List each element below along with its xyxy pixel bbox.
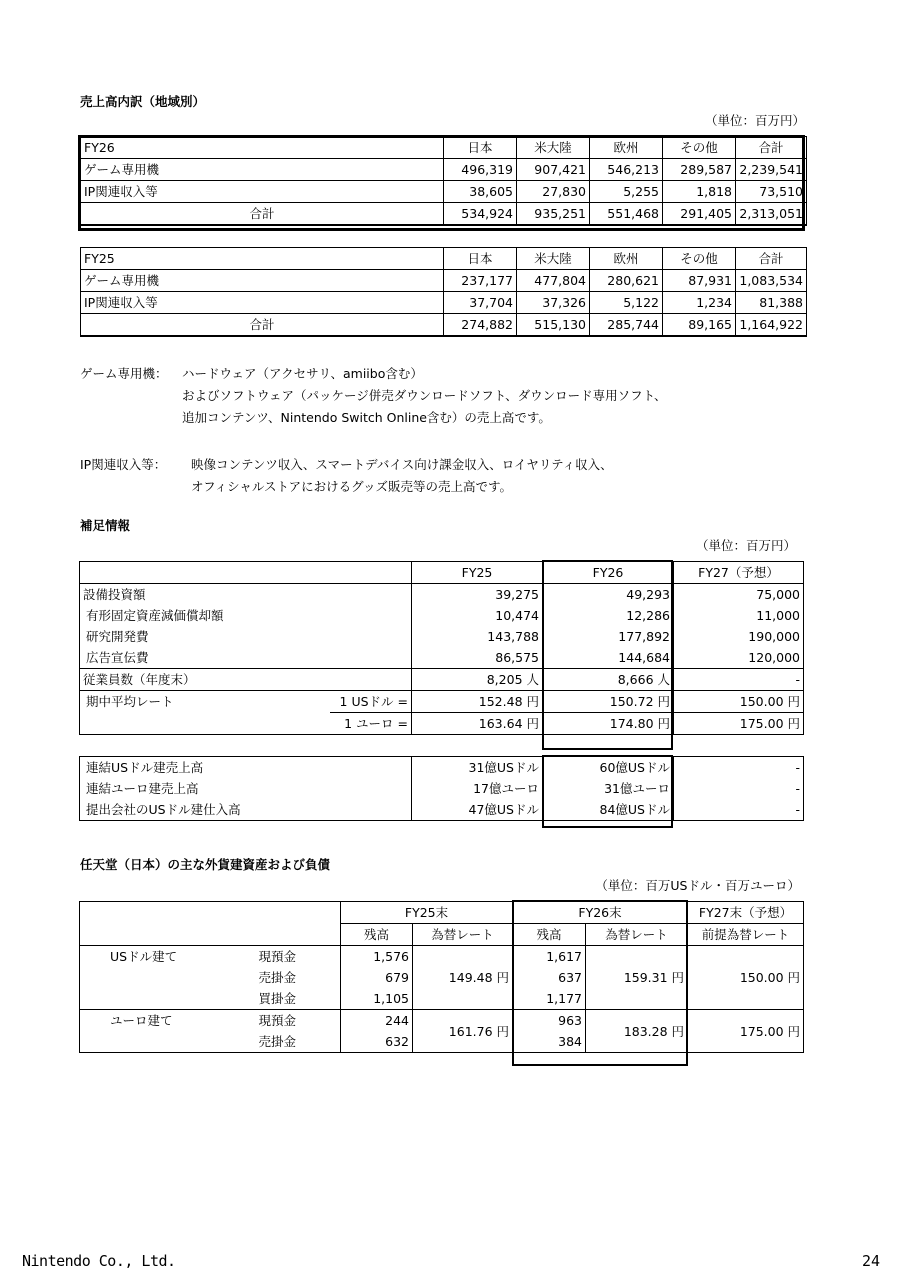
col-header: FY25末 (341, 902, 513, 924)
table-row (80, 626, 804, 647)
blank-cell (80, 562, 412, 584)
cell-value: 174.80 円 (543, 713, 674, 735)
cell-value: 637 (513, 967, 586, 988)
cell-value: 5,122 (590, 292, 663, 314)
cell-value: 515,130 (517, 314, 590, 337)
cell-value: 2,313,051 (736, 203, 807, 226)
item-name: 売掛金 (258, 970, 297, 985)
cell-value: 963 (513, 1010, 586, 1032)
cell-value: 12,286 (543, 605, 674, 626)
table-row (80, 778, 804, 799)
cell-value: 143,788 (412, 626, 543, 647)
cell-value: 86,575 (412, 647, 543, 669)
supp-header-row (80, 562, 804, 584)
rate-row (80, 691, 804, 713)
cell-value: 384 (513, 1031, 586, 1053)
region-header: 欧州 (590, 137, 663, 159)
sales-unit-label: （単位：百万円） (704, 113, 805, 128)
cell-value: 75,000 (674, 584, 804, 606)
cell-value: 1,177 (513, 988, 586, 1010)
cell-value: 31億USドル (412, 757, 543, 779)
rate-value: 175.00 円 (688, 1010, 804, 1053)
rate-value: 161.76 円 (413, 1010, 513, 1053)
table-row (80, 757, 804, 779)
cell-value: 8,205 人 (412, 669, 543, 691)
sub-header: 為替レート (586, 924, 688, 946)
fx-section-title: 任天堂（日本）の主な外貨建資産および負債 (80, 857, 331, 872)
cell-value: 47億USドル (412, 799, 543, 821)
rate-label: 期中平均レート (80, 691, 330, 713)
rate-sub-label: 1 USドル = (330, 691, 412, 713)
cell-value: 285,744 (590, 314, 663, 337)
row-label: 合計 (81, 314, 444, 337)
row-label: 従業員数（年度末） (80, 669, 412, 691)
region-header: 合計 (736, 248, 807, 270)
note-ip-line: 映像コンテンツ収入、スマートデバイス向け課金収入、ロイヤリティ収入、 (191, 457, 613, 472)
note-ip-line: オフィシャルストアにおけるグッズ販売等の売上高です。 (191, 479, 513, 494)
item-name: 買掛金 (256, 988, 341, 1010)
table-row (80, 669, 804, 691)
row-label: 有形固定資産減価償却額 (80, 605, 412, 626)
cell-value: 1,576 (341, 946, 413, 968)
row-label: 提出会社のUSドル建仕入高 (80, 799, 412, 821)
table-row (80, 946, 804, 968)
cell-value: 2,239,541 (736, 159, 807, 181)
cell-value: 679 (341, 967, 413, 988)
cell-value: 152.48 円 (412, 691, 543, 713)
col-header: FY26 (543, 562, 674, 584)
col-header: FY25 (412, 562, 543, 584)
region-header: 米大陸 (517, 248, 590, 270)
fy26-label: FY26 (81, 137, 444, 159)
cell-value: 1,617 (513, 946, 586, 968)
cell-value: 89,165 (663, 314, 736, 337)
note-game-line: ハードウェア（アクセサリ、amiibo含む） (182, 366, 423, 381)
blank-cell (80, 902, 341, 946)
cell-value: 163.64 円 (412, 713, 543, 735)
page-number: 24 (862, 1252, 881, 1270)
region-header: 欧州 (590, 248, 663, 270)
sales-section-title: 売上高内訳（地域別） (80, 94, 206, 109)
cell-value: 291,405 (663, 203, 736, 226)
cell-value: 87,931 (663, 270, 736, 292)
cell-value: 11,000 (674, 605, 804, 626)
region-header: その他 (663, 137, 736, 159)
region-header: 米大陸 (517, 137, 590, 159)
sub-header: 前提為替レート (688, 924, 804, 946)
cell-value: 237,177 (444, 270, 517, 292)
region-header: 合計 (736, 137, 807, 159)
cell-value: 551,468 (590, 203, 663, 226)
item-name: 現預金 (256, 946, 341, 968)
cell-value: - (674, 669, 804, 691)
table-row (81, 292, 807, 314)
supp-section-title: 補足情報 (80, 518, 131, 533)
blank-cell (80, 713, 330, 735)
cell-value: 477,804 (517, 270, 590, 292)
row-label: 広告宣伝費 (80, 647, 412, 669)
row-label: 合計 (81, 203, 444, 226)
cell-value: 31億ユーロ (543, 778, 674, 799)
col-header: FY27末（予想） (688, 902, 804, 924)
cell-value: 190,000 (674, 626, 804, 647)
cell-value: 1,105 (341, 988, 413, 1010)
cell-value: 5,255 (590, 181, 663, 203)
region-header: 日本 (444, 137, 517, 159)
note-game-line: 追加コンテンツ、Nintendo Switch Online含む）の売上高です。 (182, 410, 551, 425)
cell-value: 49,293 (543, 584, 674, 606)
cell-value: 84億USドル (543, 799, 674, 821)
table-row (80, 605, 804, 626)
rate-row (80, 713, 804, 735)
fy26-sales-table (80, 136, 807, 226)
table-row (80, 584, 804, 606)
cell-value: 150.00 円 (674, 691, 804, 713)
cell-value: 1,083,534 (736, 270, 807, 292)
cell-value: - (674, 778, 804, 799)
table-row (81, 181, 807, 203)
cell-value: 38,605 (444, 181, 517, 203)
cell-value: 177,892 (543, 626, 674, 647)
col-header: FY27（予想） (674, 562, 804, 584)
cell-value: 496,319 (444, 159, 517, 181)
cell-value: 10,474 (412, 605, 543, 626)
cell-value: 935,251 (517, 203, 590, 226)
item-name: 売掛金 (256, 1031, 341, 1053)
cell-value: 274,882 (444, 314, 517, 337)
row-label: 設備投資額 (80, 584, 412, 606)
cell-value: 150.72 円 (543, 691, 674, 713)
cell-value: 37,704 (444, 292, 517, 314)
cell-value: 534,924 (444, 203, 517, 226)
cell-value: 120,000 (674, 647, 804, 669)
fx-header-row (80, 902, 804, 924)
note-game-line: およびソフトウェア（パッケージ併売ダウンロードソフト、ダウンロード専用ソフト、 (182, 388, 667, 403)
total-row (81, 203, 807, 226)
cell-value: 37,326 (517, 292, 590, 314)
fx-sales-table (79, 756, 804, 821)
rate-value: 183.28 円 (586, 1010, 688, 1053)
total-row (81, 314, 807, 337)
supp-table (79, 561, 804, 735)
fx-unit-label: （単位：百万USドル・百万ユーロ） (595, 878, 800, 893)
region-header: その他 (663, 248, 736, 270)
cell-value: 1,234 (663, 292, 736, 314)
fy25-header-row (81, 248, 807, 270)
col-header: FY26末 (513, 902, 688, 924)
cell-value: 39,275 (412, 584, 543, 606)
cell-value: 1,818 (663, 181, 736, 203)
item-name: 現預金 (256, 1010, 341, 1032)
cell-value: 81,388 (736, 292, 807, 314)
row-label: ゲーム専用機 (81, 270, 444, 292)
note-ip-label: IP関連収入等： (80, 457, 167, 472)
cell-value: - (674, 757, 804, 779)
sub-header: 残高 (341, 924, 413, 946)
cell-value: 8,666 人 (543, 669, 674, 691)
cell-value: 60億USドル (543, 757, 674, 779)
cell-value: 17億ユーロ (412, 778, 543, 799)
table-row (81, 270, 807, 292)
cell-value: 244 (341, 1010, 413, 1032)
row-label: ゲーム専用機 (81, 159, 444, 181)
currency-label: USドル建て (80, 946, 256, 1010)
fy26-header-row (81, 137, 807, 159)
row-label: IP関連収入等 (81, 292, 444, 314)
table-row (80, 647, 804, 669)
cell-value: 27,830 (517, 181, 590, 203)
note-game-label: ゲーム専用機： (80, 366, 168, 381)
cell-value: 546,213 (590, 159, 663, 181)
company-name: Nintendo Co., Ltd. (22, 1252, 176, 1270)
rate-sub-label: 1 ユーロ = (330, 713, 412, 735)
cell-value: 907,421 (517, 159, 590, 181)
rate-value: 150.00 円 (688, 946, 804, 1010)
region-header: 日本 (444, 248, 517, 270)
cell-value: 289,587 (663, 159, 736, 181)
cell-value: 73,510 (736, 181, 807, 203)
cell-value: 280,621 (590, 270, 663, 292)
rate-value: 159.31 円 (586, 946, 688, 1010)
cell-value: 144,684 (543, 647, 674, 669)
table-row (81, 159, 807, 181)
row-label: 研究開発費 (80, 626, 412, 647)
cell-value: - (674, 799, 804, 821)
fx-assets-table (79, 901, 804, 1053)
cell-value: 1,164,922 (736, 314, 807, 337)
sub-header: 残高 (513, 924, 586, 946)
sub-header: 為替レート (413, 924, 513, 946)
cell-value: 175.00 円 (674, 713, 804, 735)
cell-value: 632 (341, 1031, 413, 1053)
row-label: 連結USドル建売上高 (80, 757, 412, 779)
row-label: IP関連収入等 (81, 181, 444, 203)
table-row (80, 1010, 804, 1032)
currency-label: ユーロ建て (80, 1010, 256, 1053)
fy25-sales-table (80, 247, 807, 337)
fy25-label: FY25 (81, 248, 444, 270)
rate-value: 149.48 円 (413, 946, 513, 1010)
row-label: 連結ユーロ建売上高 (80, 778, 412, 799)
supp-unit-label: （単位：百万円） (695, 538, 796, 553)
table-row (80, 799, 804, 821)
